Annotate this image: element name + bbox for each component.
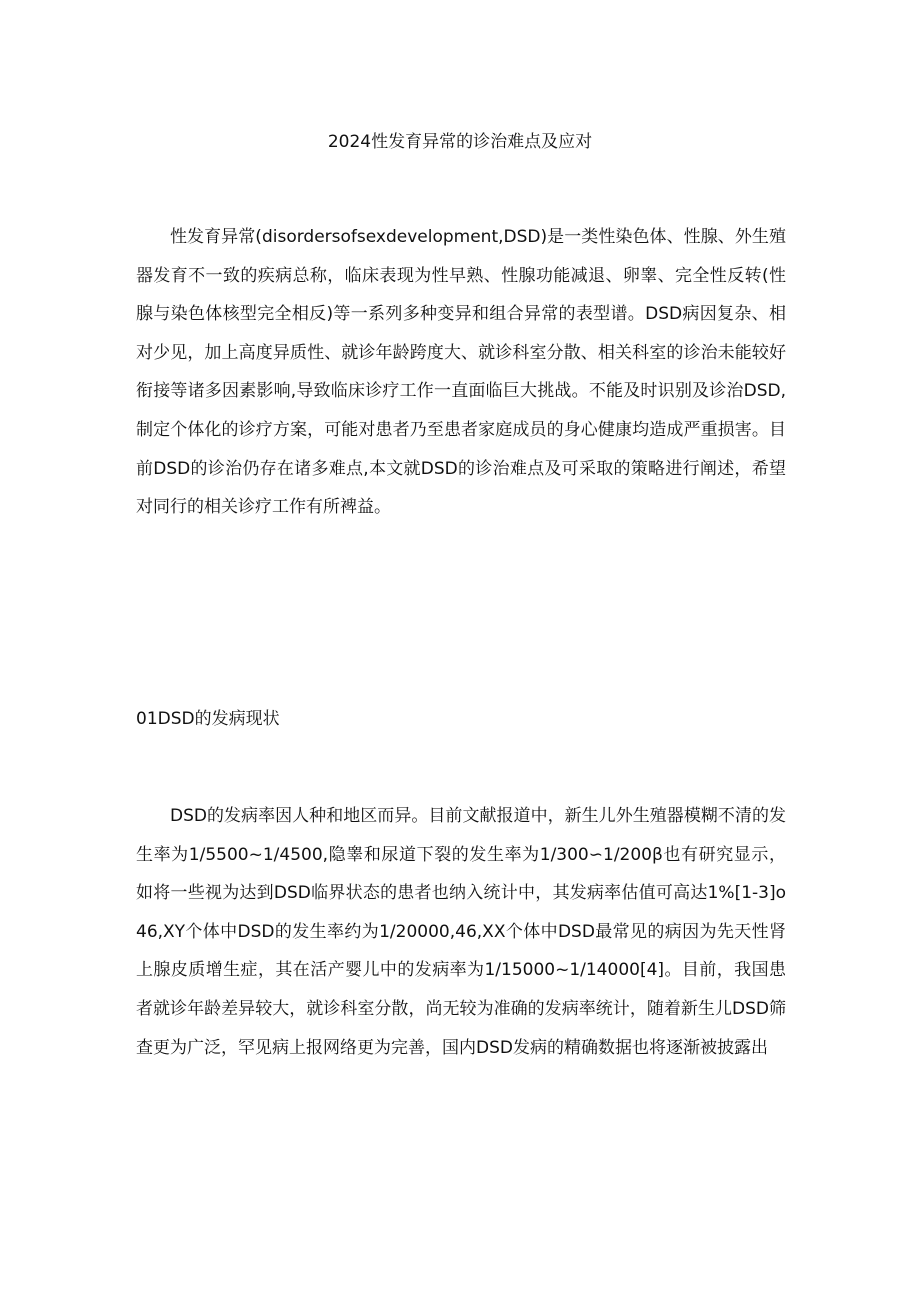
document-title: 2024性发育异常的诊治难点及应对	[327, 132, 593, 152]
section-paragraph: DSD的发病率因人种和地区而异。目前文献报道中，新生儿外生殖器模糊不清的发生率为1/5500~1/4500,隐睾和尿道下裂的发生率为1/300∽1/200β也有研究显示，如将一些视为达到DSD临界状态的患者也纳入统计中，其发病率估值可高达1%[1-3]o46,XY个体中DSD的发生率约为1/20000,46,XX个体中DSD最常见的病因为先天性肾上腺皮质增生症，其在活产婴儿中的发病率为1/15000~1/14000[4]。目前，我国患者就诊年龄差异较大，就诊科室分散，尚无较为准确的发病率统计，随着新生儿DSD筛查更为广泛，罕见病上报网络更为完善，国内DSD发病的精确数据也将逐渐被披露出	[136, 806, 786, 1058]
intro-paragraph: 性发育异常(disordersofsexdevelopment,DSD)是一类性染色体、性腺、外生殖器发育不一致的疾病总称，临床表现为性早熟、性腺功能减退、卵睾、完全性反转(性腺与染色体核型完全相反)等一系列多种变异和组合异常的表型谱。DSD病因复杂、相对少见，加上高度异质性、就诊年龄跨度大、就诊科室分散、相关科室的诊治未能较好衔接等诸多因素影响,导致临床诊疗工作一直面临巨大挑战。不能及时识别及诊治DSD,制定个体化的诊疗方案，可能对患者乃至患者家庭成员的身心健康均造成严重损害。目前DSD的诊治仍存在诸多难点,本文就DSD的诊治难点及可采取的策略进行阐述，希望对同行的相关诊疗工作有所裨益。	[136, 227, 786, 518]
section-heading: 01DSD的发病现状	[136, 709, 280, 729]
